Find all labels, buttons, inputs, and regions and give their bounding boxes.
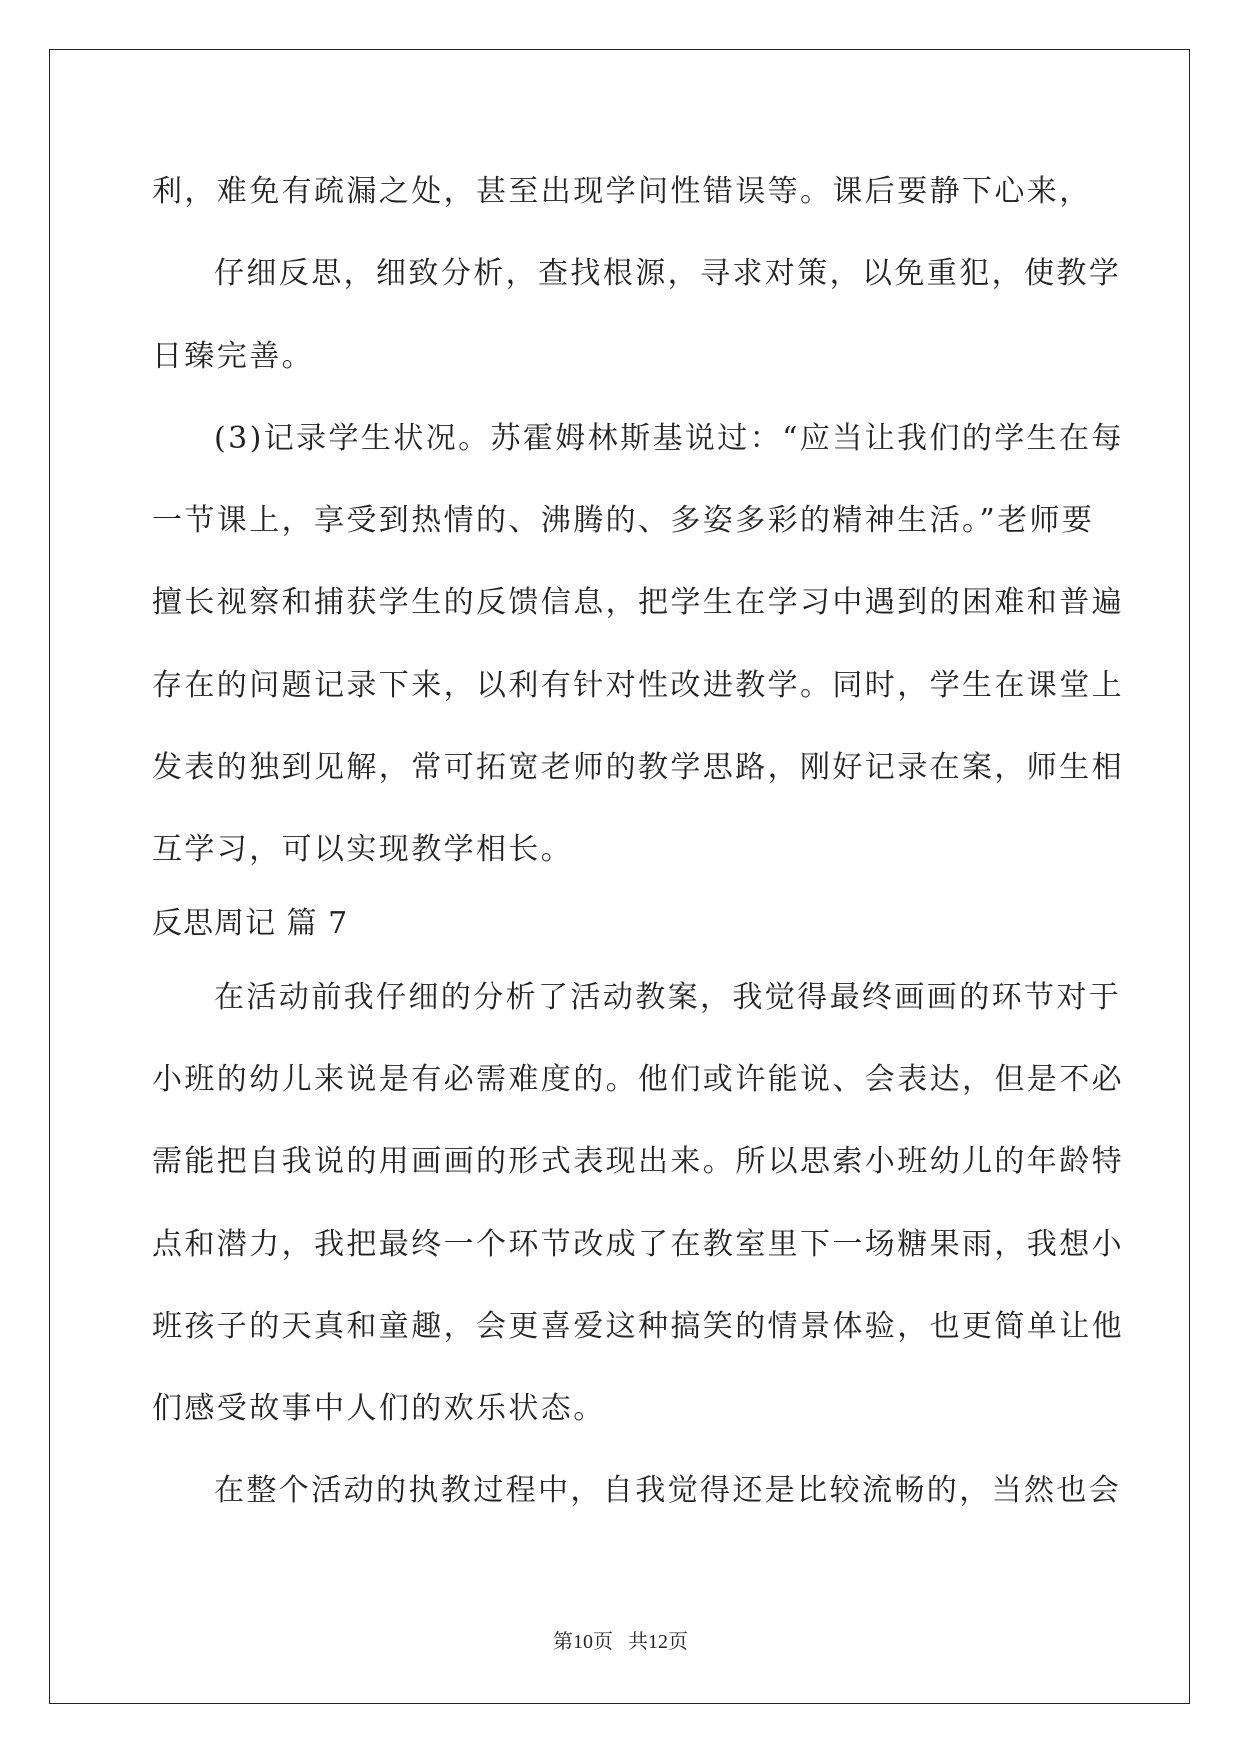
text-line: 需能把自我说的用画画的形式表现出来。所以思索小班幼儿的年龄特 <box>152 1144 1124 1179</box>
page-footer: 第10页 共12页 <box>553 1631 688 1653</box>
section-heading: 反思周记 篇 7 <box>152 906 349 941</box>
text-line: 小班的幼儿来说是有必需难度的。他们或许能说、会表达，但是不必 <box>152 1062 1124 1097</box>
text-line: 点和潜力，我把最终一个环节改成了在教室里下一场糖果雨，我想小 <box>152 1227 1124 1262</box>
text-line: 们感受故事中人们的欢乐状态。 <box>152 1391 606 1426</box>
text-line: 存在的问题记录下来，以利有针对性改进教学。同时，学生在课堂上 <box>152 668 1124 703</box>
text-line: 擅长视察和捕获学生的反馈信息，把学生在学习中遇到的困难和普遍 <box>152 585 1124 620</box>
text-line: (3)记录学生状况。苏霍姆林斯基说过：“应当让我们的学生在每 <box>214 421 1124 456</box>
text-line: 发表的独到见解，常可拓宽老师的教学思路，刚好记录在案，师生相 <box>152 750 1124 785</box>
text-line: 一节课上，享受到热情的、沸腾的、多姿多彩的精神生活。”老师要 <box>152 503 1095 538</box>
text-line: 互学习，可以实现教学相长。 <box>152 832 574 867</box>
text-line: 在整个活动的执教过程中，自我觉得还是比较流畅的，当然也会 <box>214 1473 1122 1508</box>
page-border <box>49 49 1190 1704</box>
text-line: 班孩子的天真和童趣，会更喜爱这种搞笑的情景体验，也更简单让他 <box>152 1309 1124 1344</box>
text-line: 利，难免有疏漏之处，甚至出现学问性错误等。课后要静下心来， <box>152 174 1092 209</box>
text-line: 仔细反思，细致分析，查找根源，寻求对策，以免重犯，使教学 <box>214 256 1122 291</box>
text-line: 日臻完善。 <box>152 339 314 374</box>
text-line: 在活动前我仔细的分析了活动教案，我觉得最终画画的环节对于 <box>214 980 1122 1015</box>
